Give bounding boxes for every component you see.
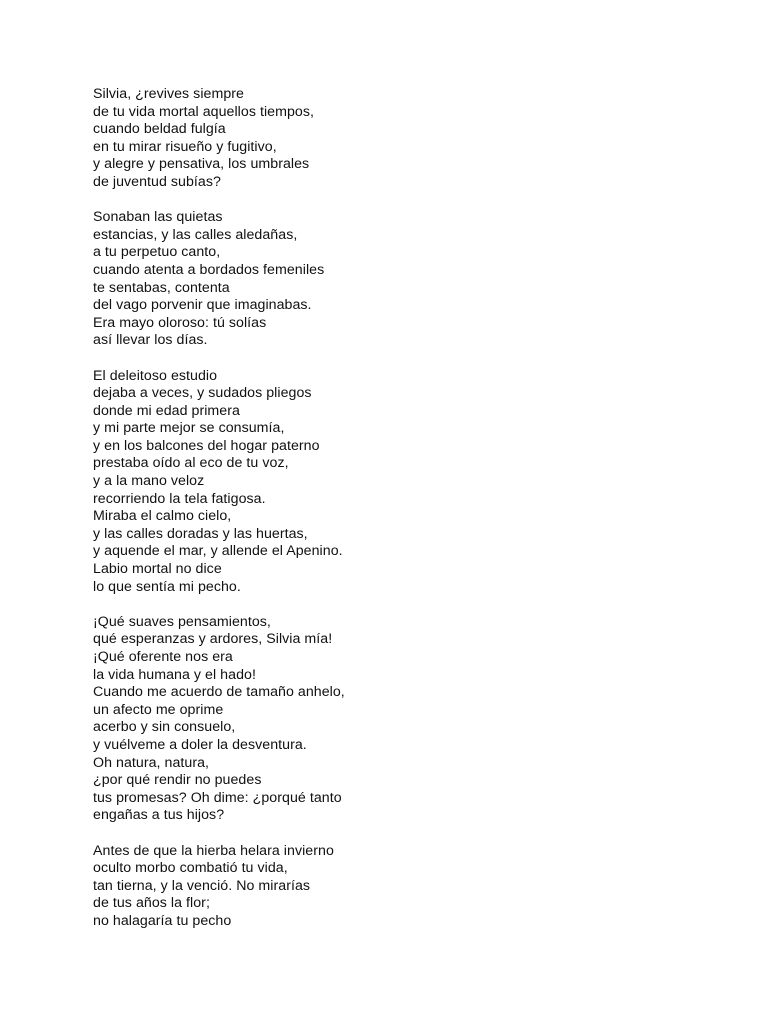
poem-line: y alegre y pensativa, los umbrales bbox=[93, 156, 310, 173]
poem-line: a tu perpetuo canto, bbox=[93, 244, 221, 261]
poem-line: la vida humana y el hado! bbox=[93, 666, 256, 683]
poem-line: acerbo y sin consuelo, bbox=[93, 719, 236, 736]
poem-line: de tus años la flor; bbox=[93, 895, 210, 912]
poem-line: recorriendo la tela fatigosa. bbox=[93, 490, 266, 507]
poem-line: así llevar los días. bbox=[93, 332, 208, 349]
poem-line: engañas a tus hijos? bbox=[93, 807, 225, 824]
poem-line: Oh natura, natura, bbox=[93, 754, 210, 771]
poem-line: lo que sentía mi pecho. bbox=[93, 578, 241, 595]
stanza bbox=[93, 368, 693, 597]
poem-line: en tu mirar risueño y fugitivo, bbox=[93, 138, 277, 155]
stanza bbox=[93, 209, 693, 350]
poem-line: y aquende el mar, y allende el Apenino. bbox=[93, 543, 343, 560]
poem-line: Silvia, ¿revives siempre bbox=[93, 86, 244, 102]
stanza bbox=[93, 86, 693, 192]
poem-line: cuando beldad fulgía bbox=[93, 121, 226, 138]
poem-line: oculto morbo combatió tu vida, bbox=[93, 860, 288, 877]
poem-line: Labio mortal no dice bbox=[93, 561, 222, 578]
poem-line: prestaba oído al eco de tu voz, bbox=[93, 455, 289, 472]
poem-line: de tu vida mortal aquellos tiempos, bbox=[93, 103, 314, 120]
poem-line: de juventud subías? bbox=[93, 173, 221, 190]
poem-line: ¿por qué rendir no puedes bbox=[93, 772, 262, 789]
stanza bbox=[93, 614, 693, 825]
poem-line: del vago porvenir que imaginabas. bbox=[93, 297, 312, 314]
poem-line: y las calles doradas y las huertas, bbox=[93, 525, 308, 542]
poem-line: no halagaría tu pecho bbox=[93, 912, 232, 929]
poem-line: te sentabas, contenta bbox=[93, 279, 230, 296]
poem-line: Antes de que la hierba helara invierno bbox=[93, 842, 334, 859]
poem-line: cuando atenta a bordados femeniles bbox=[93, 261, 325, 278]
poem-line: y a la mano veloz bbox=[93, 473, 205, 490]
poem-line: un afecto me oprime bbox=[93, 701, 224, 718]
poem-line: qué esperanzas y ardores, Silvia mía! bbox=[93, 631, 333, 648]
poem-text bbox=[93, 86, 693, 948]
poem-line: y en los balcones del hogar paterno bbox=[93, 437, 320, 454]
poem-line: donde mi edad primera bbox=[93, 402, 240, 419]
poem-line: y mi parte mejor se consumía, bbox=[93, 420, 285, 437]
poem-line: dejaba a veces, y sudados pliegos bbox=[93, 385, 312, 402]
poem-line: Sonaban las quietas bbox=[93, 209, 223, 226]
poem-line: y vuélveme a doler la desventura. bbox=[93, 736, 307, 753]
poem-line: ¡Qué oferente nos era bbox=[93, 649, 233, 665]
poem-line: estancias, y las calles aledañas, bbox=[93, 226, 298, 243]
poem-line: tan tierna, y la venció. No mirarías bbox=[93, 877, 311, 894]
poem-line: El deleitoso estudio bbox=[93, 367, 218, 384]
poem-line: Era mayo oloroso: tú solías bbox=[93, 314, 267, 331]
poem-line: ¡Qué suaves pensamientos, bbox=[93, 613, 271, 630]
poem-line: Cuando me acuerdo de tamaño anhelo, bbox=[93, 684, 345, 701]
poem-line: Miraba el calmo cielo, bbox=[93, 508, 232, 525]
poem-line: tus promesas? Oh dime: ¿porqué tanto bbox=[93, 789, 342, 806]
stanza bbox=[93, 843, 693, 931]
